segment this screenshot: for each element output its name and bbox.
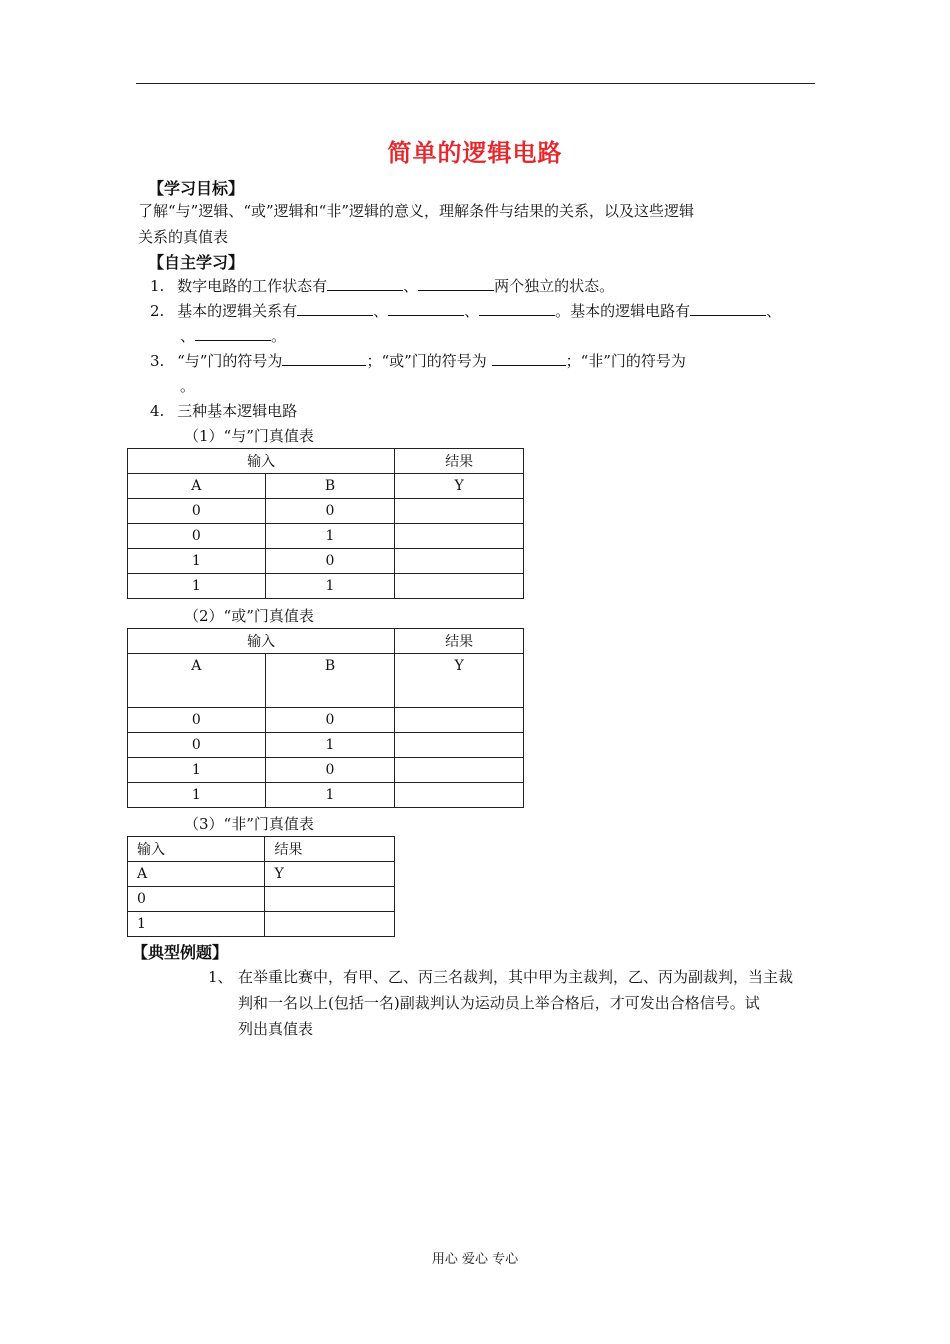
table-row bbox=[128, 912, 395, 937]
and-a-cell: 0 bbox=[128, 499, 266, 524]
q3-number: 3. bbox=[150, 352, 165, 370]
goal-heading: 【学习目标】 bbox=[148, 179, 245, 198]
or-col-y: Y bbox=[395, 654, 524, 708]
q2-sep-1: 、 bbox=[373, 302, 389, 320]
and-b-cell: 1 bbox=[265, 524, 395, 549]
or-col-b: B bbox=[265, 654, 395, 708]
or-a-cell: 0 bbox=[128, 708, 266, 733]
not-input-header: 输入 bbox=[128, 837, 265, 862]
or-b-cell: 1 bbox=[265, 733, 395, 758]
self-study-heading: 【自主学习】 bbox=[148, 253, 245, 272]
q1-sep: 、 bbox=[403, 277, 419, 295]
or-b-cell: 0 bbox=[265, 758, 395, 783]
q3-end: 。 bbox=[180, 377, 196, 395]
example-heading: 【典型例题】 bbox=[132, 943, 229, 962]
table-row bbox=[128, 783, 524, 808]
question-4 bbox=[150, 398, 297, 424]
question-3 bbox=[150, 348, 686, 374]
or-y-cell[interactable] bbox=[395, 708, 524, 733]
and-b-cell: 0 bbox=[265, 499, 395, 524]
not-truth-table bbox=[127, 836, 395, 937]
and-result-header: 结果 bbox=[395, 449, 524, 474]
and-col-a: A bbox=[128, 474, 266, 499]
q1-blank-2[interactable] bbox=[418, 274, 494, 291]
not-a-cell: 1 bbox=[128, 912, 265, 937]
question-1 bbox=[150, 273, 614, 299]
not-table-caption: （3）“非”门真值表 bbox=[184, 815, 314, 833]
and-input-header: 输入 bbox=[128, 449, 395, 474]
not-a-cell: 0 bbox=[128, 887, 265, 912]
or-a-cell: 0 bbox=[128, 733, 266, 758]
q2-text: 基本的逻辑关系有 bbox=[177, 302, 298, 320]
page-title: 简单的逻辑电路 bbox=[387, 138, 563, 167]
table-row bbox=[128, 499, 524, 524]
q2-blank-4[interactable] bbox=[690, 299, 766, 316]
not-col-a: A bbox=[128, 862, 265, 887]
or-y-cell[interactable] bbox=[395, 733, 524, 758]
and-col-b: B bbox=[265, 474, 395, 499]
and-a-cell: 0 bbox=[128, 524, 266, 549]
table-row bbox=[128, 733, 524, 758]
example-text-line3: 列出真值表 bbox=[238, 1020, 314, 1038]
q3-blank-and[interactable] bbox=[282, 349, 366, 366]
header-rule bbox=[136, 83, 815, 84]
and-table-caption: （1）“与”门真值表 bbox=[184, 427, 314, 445]
q3-text-and: “与”门的符号为 bbox=[177, 352, 283, 370]
and-a-cell: 1 bbox=[128, 574, 266, 599]
q2-mid: 。基本的逻辑电路有 bbox=[555, 302, 691, 320]
and-y-cell[interactable] bbox=[395, 524, 524, 549]
q2-blank-1[interactable] bbox=[297, 299, 373, 316]
and-col-y: Y bbox=[395, 474, 524, 499]
q2-blank-2[interactable] bbox=[388, 299, 464, 316]
and-truth-table bbox=[127, 448, 524, 599]
goal-text-line1: 了解“与”逻辑、“或”逻辑和“非”逻辑的意义，理解条件与结果的关系，以及这些逻辑 bbox=[138, 202, 695, 220]
question-2 bbox=[150, 298, 781, 324]
table-row bbox=[128, 758, 524, 783]
or-col-a: A bbox=[128, 654, 266, 708]
not-y-cell[interactable] bbox=[265, 887, 395, 912]
table-row bbox=[128, 574, 524, 599]
q1-blank-1[interactable] bbox=[327, 274, 403, 291]
q4-text: 三种基本逻辑电路 bbox=[177, 402, 298, 420]
or-truth-table bbox=[127, 628, 524, 808]
q3-blank-or[interactable] bbox=[492, 349, 566, 366]
and-b-cell: 0 bbox=[265, 549, 395, 574]
or-y-cell[interactable] bbox=[395, 758, 524, 783]
or-b-cell: 0 bbox=[265, 708, 395, 733]
table-row bbox=[128, 524, 524, 549]
not-y-cell[interactable] bbox=[265, 912, 395, 937]
and-y-cell[interactable] bbox=[395, 574, 524, 599]
or-result-header: 结果 bbox=[395, 629, 524, 654]
q2-number: 2. bbox=[150, 302, 165, 320]
and-y-cell[interactable] bbox=[395, 499, 524, 524]
q2-sep-3: 、 bbox=[766, 302, 782, 320]
table-row bbox=[128, 549, 524, 574]
q2-end: 。 bbox=[271, 327, 287, 345]
q2-sep-2: 、 bbox=[464, 302, 480, 320]
table-row bbox=[128, 708, 524, 733]
example-text-line1: 在举重比赛中，有甲、乙、丙三名裁判，其中甲为主裁判，乙、丙为副裁判，当主裁 bbox=[238, 968, 794, 986]
q2-blank-5[interactable] bbox=[195, 324, 271, 341]
q3-text-or: ；“或”门的符号为 bbox=[366, 352, 487, 370]
goal-text-line2: 关系的真值表 bbox=[138, 228, 229, 246]
or-y-cell[interactable] bbox=[395, 783, 524, 808]
q2-cont-sep: 、 bbox=[180, 327, 196, 345]
and-a-cell: 1 bbox=[128, 549, 266, 574]
not-result-header: 结果 bbox=[265, 837, 395, 862]
or-b-cell: 1 bbox=[265, 783, 395, 808]
or-a-cell: 1 bbox=[128, 783, 266, 808]
q2-blank-3[interactable] bbox=[479, 299, 555, 316]
or-a-cell: 1 bbox=[128, 758, 266, 783]
or-table-caption: （2）“或”门真值表 bbox=[184, 607, 314, 625]
example-text-line2: 判和一名以上(包括一名)副裁判认为运动员上举合格后，才可发出合格信号。试 bbox=[238, 994, 760, 1012]
not-col-y: Y bbox=[265, 862, 395, 887]
question-2-cont bbox=[180, 323, 286, 349]
q1-text: 数字电路的工作状态有 bbox=[177, 277, 328, 295]
table-row bbox=[128, 887, 395, 912]
or-input-header: 输入 bbox=[128, 629, 395, 654]
and-y-cell[interactable] bbox=[395, 549, 524, 574]
q4-number: 4. bbox=[150, 402, 165, 420]
example-number: 1、 bbox=[208, 968, 233, 986]
page-footer: 用心 爱心 专心 bbox=[431, 1252, 519, 1267]
q3-text-not: ；“非”门的符号为 bbox=[565, 352, 686, 370]
q1-number: 1. bbox=[150, 277, 165, 295]
and-b-cell: 1 bbox=[265, 574, 395, 599]
q1-end: 两个独立的状态。 bbox=[494, 277, 615, 295]
